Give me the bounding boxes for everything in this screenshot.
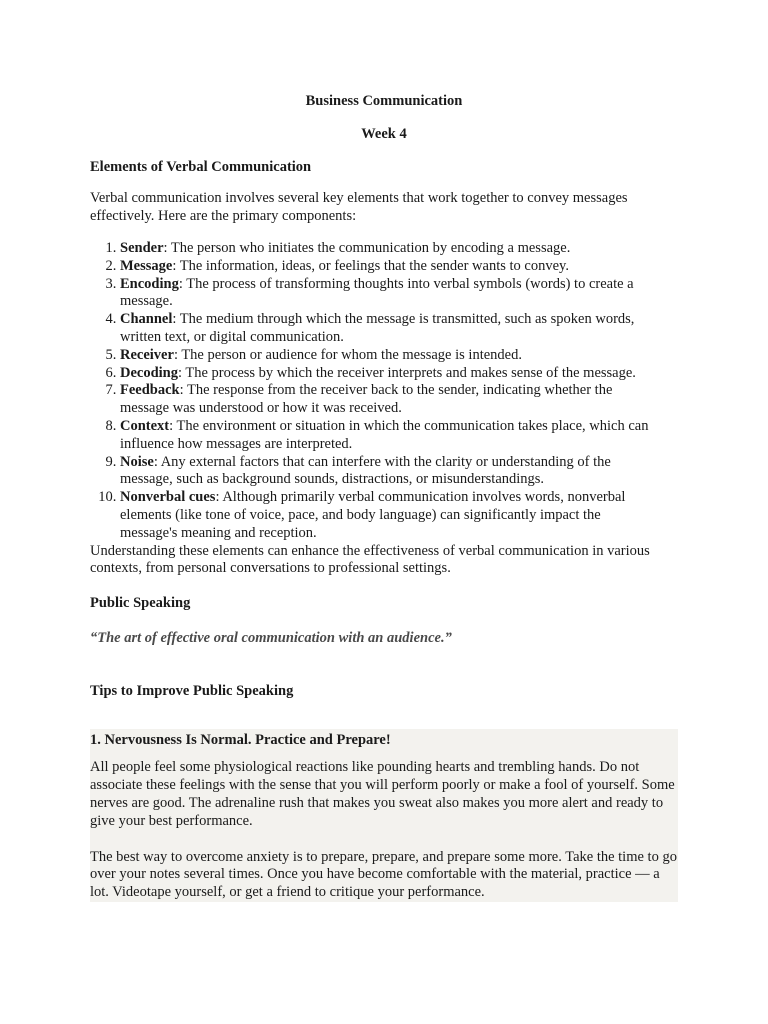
list-item bbox=[120, 418, 650, 454]
list-item bbox=[120, 258, 650, 276]
list-item-desc: : The environment or situation in which the communication takes place, which can influence how messages are interpreted. bbox=[120, 417, 649, 452]
tip-block bbox=[90, 729, 678, 902]
list-item-desc: : The person or audience for whom the message is intended. bbox=[173, 346, 522, 363]
list-item-term: Sender bbox=[120, 239, 164, 256]
document-title: Business Communication bbox=[305, 93, 463, 109]
list-item-desc: : The response from the receiver back to the sender, indicating whether the message was understood or how it was received. bbox=[120, 382, 613, 417]
tip-paragraph-2: The best way to overcome anxiety is to prepare, prepare, and prepare some more. Take the time to go over your notes several times. Once you have become comfortable with the material, practice — a lot. Videotape yourself, or get a friend to critique your performance. bbox=[90, 848, 677, 901]
list-item-term: Decoding bbox=[120, 364, 178, 381]
list-item bbox=[120, 347, 650, 365]
list-item-desc: : The information, ideas, or feelings that the sender wants to convey. bbox=[172, 257, 569, 274]
elements-list bbox=[90, 240, 650, 543]
list-item bbox=[120, 489, 650, 542]
list-item-term: Channel bbox=[120, 311, 173, 328]
definition-quote: “The art of effective oral communication with an audience.” bbox=[90, 629, 452, 646]
intro-paragraph: Verbal communication involves several key elements that work together to convey messages effectively. Here are the primary components: bbox=[90, 190, 628, 225]
document-page bbox=[90, 93, 678, 902]
list-item-term: Feedback bbox=[120, 382, 180, 399]
list-item-desc: : The person who initiates the communication by encoding a message. bbox=[163, 239, 571, 256]
section-heading-elements: Elements of Verbal Communication bbox=[90, 158, 312, 175]
list-item bbox=[120, 382, 650, 418]
list-item bbox=[120, 311, 650, 347]
tip-heading: 1. Nervousness Is Normal. Practice and Prepare! bbox=[90, 731, 391, 748]
list-item bbox=[120, 240, 650, 258]
tip-paragraph-1: All people feel some physiological reactions like pounding hearts and trembling hands. Do not associate these feelings with the sense that you will perform poorly or make a fool of yourself. Some nerves are good. The adrenaline rush that makes you sweat also makes you more alert and ready to give your best performance. bbox=[90, 759, 675, 829]
section-heading-public-speaking: Public Speaking bbox=[90, 595, 191, 612]
list-item-desc: : The process by which the receiver interprets and makes sense of the message. bbox=[178, 364, 636, 381]
list-item bbox=[120, 365, 650, 383]
list-item-term: Encoding bbox=[120, 275, 179, 292]
list-item-term: Receiver bbox=[120, 346, 174, 363]
closing-paragraph: Understanding these elements can enhance the effectiveness of verbal communication in various contexts, from personal conversations to professional settings. bbox=[90, 542, 650, 577]
list-item bbox=[120, 454, 650, 490]
list-item-term: Noise bbox=[120, 453, 154, 470]
list-item-desc: : The process of transforming thoughts into verbal symbols (words) to create a message. bbox=[120, 275, 634, 310]
list-item-desc: : Although primarily verbal communication involves words, nonverbal elements (like tone of voice, pace, and body language) can significantly impact the message's meaning and reception. bbox=[120, 489, 626, 541]
list-item-desc: : Any external factors that can interfere with the clarity or understanding of the message, such as background sounds, distractions, or misunderstandings. bbox=[120, 453, 611, 488]
week-label: Week 4 bbox=[361, 125, 407, 142]
list-item-desc: : The medium through which the message is transmitted, such as spoken words, written text, or digital communication. bbox=[120, 311, 635, 345]
list-item-term: Nonverbal cues bbox=[120, 489, 216, 506]
list-item bbox=[120, 276, 650, 312]
list-item-term: Context bbox=[120, 417, 170, 434]
list-item-term: Message bbox=[120, 257, 173, 274]
section-heading-tips: Tips to Improve Public Speaking bbox=[90, 682, 294, 699]
